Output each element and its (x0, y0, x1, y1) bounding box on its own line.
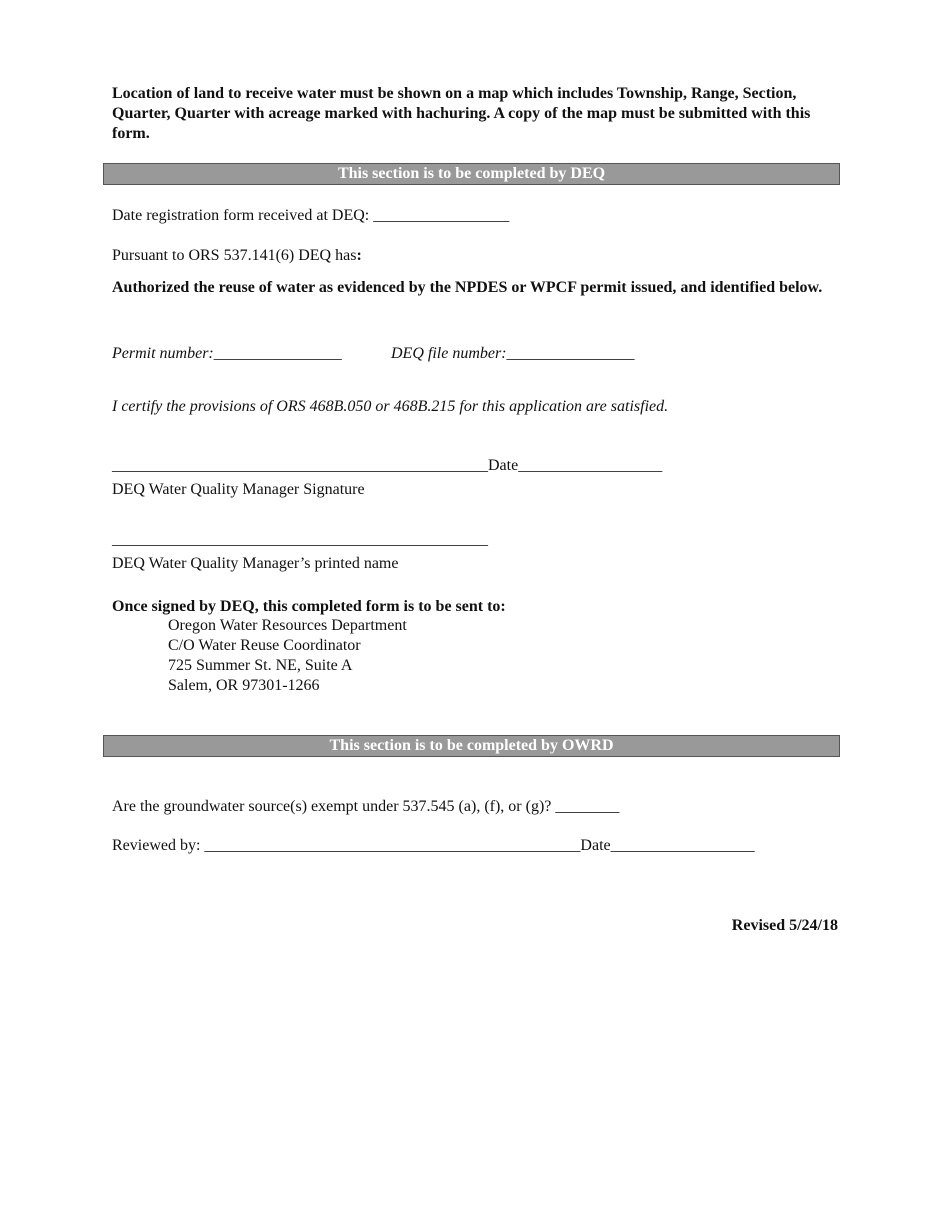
groundwater-exempt-question[interactable]: Are the groundwater source(s) exempt under 537.545 (a), (f), or (g)? ________ (112, 798, 620, 815)
revision-date: Revised 5/24/18 (731, 917, 838, 934)
map-requirement-note: Location of land to receive water must be shown on a map which includes Township, Range, Section, Quarter, Quarter with acreage marked with hachuring. A copy of the map must be submitted with this form. (112, 85, 811, 142)
printed-name-label: DEQ Water Quality Manager’s printed name (112, 555, 399, 572)
owrd-section-header: This section is to be completed by OWRD (103, 735, 840, 757)
deq-section-header: This section is to be completed by DEQ (103, 163, 840, 185)
printed-name-line[interactable]: _______________________________________________ (112, 531, 488, 548)
authorized-statement: Authorized the reuse of water as evidenced by the NPDES or WPCF permit issued, and identified below. (112, 279, 823, 296)
signature-date-line[interactable]: _______________________________________________Date__________________ (112, 457, 663, 474)
permit-number-field[interactable]: Permit number:________________ (112, 345, 342, 362)
address-line: Oregon Water Resources Department (168, 617, 407, 634)
address-line: Salem, OR 97301-1266 (168, 677, 320, 694)
pursuant-statement (112, 247, 362, 265)
pursuant-colon: : (356, 247, 362, 264)
address-line: 725 Summer St. NE, Suite A (168, 657, 353, 674)
address-line: C/O Water Reuse Coordinator (168, 637, 361, 654)
certify-statement: I certify the provisions of ORS 468B.050 or 468B.215 for this application are satisfied. (112, 398, 669, 415)
deq-file-number-field[interactable]: DEQ file number:________________ (391, 345, 635, 362)
date-received-field[interactable]: Date registration form received at DEQ: _________________ (112, 207, 510, 224)
send-to-heading: Once signed by DEQ, this completed form is to be sent to: (112, 598, 506, 615)
reviewed-by-field[interactable]: Reviewed by: _______________________________________________Date__________________ (112, 837, 755, 854)
signature-label: DEQ Water Quality Manager Signature (112, 481, 365, 498)
pursuant-text: Pursuant to ORS 537.141(6) DEQ has (112, 247, 357, 264)
